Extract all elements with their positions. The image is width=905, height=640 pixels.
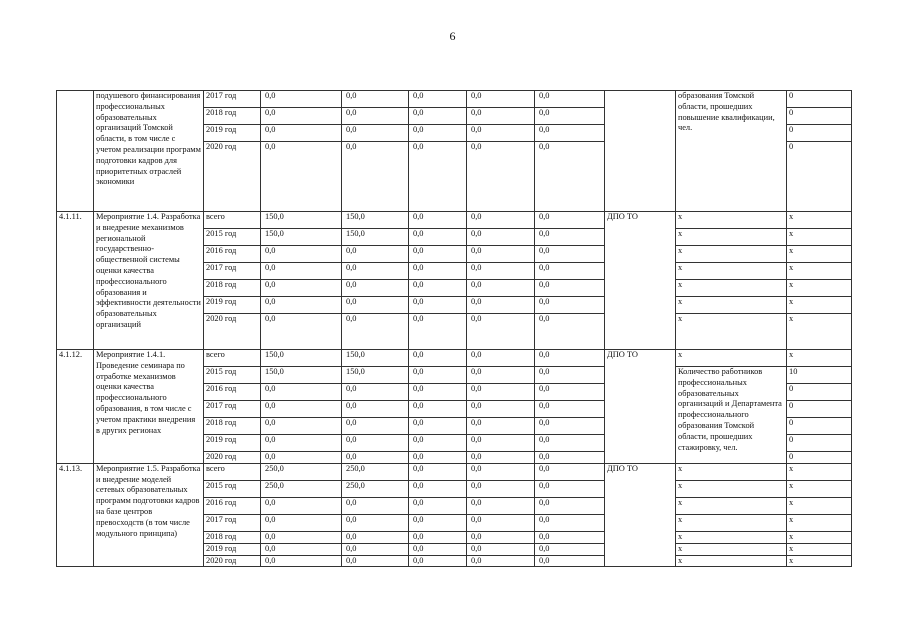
local-funding-cell: 0,0 [467, 384, 535, 401]
executor-cell [605, 91, 676, 212]
total-funding-cell: 0,0 [261, 91, 342, 108]
indicator-cell: x [676, 229, 787, 246]
regional-funding-cell: 0,0 [409, 314, 467, 350]
period-cell: 2018 год [204, 418, 261, 435]
indicator-value-cell: x [787, 497, 852, 514]
indicator-cell: x [676, 543, 787, 555]
local-funding-cell: 0,0 [467, 91, 535, 108]
regional-funding-cell: 0,0 [409, 514, 467, 531]
federal-funding-cell: 0,0 [342, 297, 409, 314]
local-funding-cell: 0,0 [467, 297, 535, 314]
indicator-cell: Количество работников профессиональных образовательных организаций и Департамента профессионального образования Томской области, прошедших стажировку, чел. [676, 367, 787, 464]
other-funding-cell: 0,0 [535, 108, 605, 125]
regional-funding-cell: 0,0 [409, 384, 467, 401]
period-cell: 2015 год [204, 229, 261, 246]
federal-funding-cell: 250,0 [342, 480, 409, 497]
indicator-value-cell: x [787, 297, 852, 314]
regional-funding-cell: 0,0 [409, 452, 467, 464]
indicator-value-cell: 0 [787, 401, 852, 418]
local-funding-cell: 0,0 [467, 418, 535, 435]
regional-funding-cell: 0,0 [409, 91, 467, 108]
indicator-value-cell: x [787, 514, 852, 531]
total-funding-cell: 0,0 [261, 280, 342, 297]
regional-funding-cell: 0,0 [409, 280, 467, 297]
period-cell: 2015 год [204, 367, 261, 384]
local-funding-cell: 0,0 [467, 125, 535, 142]
period-cell: 2017 год [204, 263, 261, 280]
activity-code-cell [57, 91, 94, 212]
federal-funding-cell: 0,0 [342, 384, 409, 401]
local-funding-cell: 0,0 [467, 367, 535, 384]
total-funding-cell: 0,0 [261, 555, 342, 567]
activity-code-cell: 4.1.11. [57, 212, 94, 350]
period-cell: 2017 год [204, 514, 261, 531]
activity-code-cell: 4.1.12. [57, 350, 94, 464]
table-row [57, 91, 852, 108]
indicator-value-cell: x [787, 263, 852, 280]
total-funding-cell: 0,0 [261, 297, 342, 314]
indicator-value-cell: x [787, 314, 852, 350]
total-funding-cell: 150,0 [261, 212, 342, 229]
local-funding-cell: 0,0 [467, 212, 535, 229]
period-cell: 2019 год [204, 125, 261, 142]
regional-funding-cell: 0,0 [409, 497, 467, 514]
table-row [57, 463, 852, 480]
federal-funding-cell: 0,0 [342, 280, 409, 297]
period-cell: 2016 год [204, 246, 261, 263]
indicator-cell: x [676, 497, 787, 514]
regional-funding-cell: 0,0 [409, 543, 467, 555]
other-funding-cell: 0,0 [535, 435, 605, 452]
total-funding-cell: 0,0 [261, 543, 342, 555]
local-funding-cell: 0,0 [467, 555, 535, 567]
other-funding-cell: 0,0 [535, 531, 605, 543]
period-cell: 2016 год [204, 497, 261, 514]
other-funding-cell: 0,0 [535, 280, 605, 297]
other-funding-cell: 0,0 [535, 350, 605, 367]
other-funding-cell: 0,0 [535, 91, 605, 108]
indicator-value-cell: 0 [787, 108, 852, 125]
other-funding-cell: 0,0 [535, 297, 605, 314]
indicator-value-cell: 0 [787, 142, 852, 212]
indicator-cell: x [676, 297, 787, 314]
other-funding-cell: 0,0 [535, 367, 605, 384]
table-row [57, 212, 852, 229]
regional-funding-cell: 0,0 [409, 263, 467, 280]
period-cell: 2020 год [204, 314, 261, 350]
local-funding-cell: 0,0 [467, 401, 535, 418]
local-funding-cell: 0,0 [467, 497, 535, 514]
federal-funding-cell: 0,0 [342, 91, 409, 108]
federal-funding-cell: 0,0 [342, 497, 409, 514]
total-funding-cell: 150,0 [261, 367, 342, 384]
regional-funding-cell: 0,0 [409, 401, 467, 418]
indicator-value-cell: x [787, 531, 852, 543]
other-funding-cell: 0,0 [535, 452, 605, 464]
indicator-value-cell: 0 [787, 435, 852, 452]
local-funding-cell: 0,0 [467, 531, 535, 543]
period-cell: 2017 год [204, 91, 261, 108]
federal-funding-cell: 0,0 [342, 314, 409, 350]
total-funding-cell: 0,0 [261, 108, 342, 125]
period-cell: 2019 год [204, 543, 261, 555]
indicator-value-cell: 10 [787, 367, 852, 384]
period-cell: 2018 год [204, 531, 261, 543]
period-cell: всего [204, 212, 261, 229]
local-funding-cell: 0,0 [467, 142, 535, 212]
total-funding-cell: 250,0 [261, 480, 342, 497]
other-funding-cell: 0,0 [535, 543, 605, 555]
period-cell: 2020 год [204, 452, 261, 464]
activity-description-cell: Мероприятие 1.4. Разработка и внедрение механизмов региональной государственно-общественной системы оценки качества профессионального образования и эффективности деятельности образовательных организаций [94, 212, 204, 350]
indicator-cell: x [676, 314, 787, 350]
indicator-value-cell: x [787, 246, 852, 263]
local-funding-cell: 0,0 [467, 280, 535, 297]
total-funding-cell: 250,0 [261, 463, 342, 480]
federal-funding-cell: 0,0 [342, 514, 409, 531]
local-funding-cell: 0,0 [467, 314, 535, 350]
indicator-value-cell: x [787, 480, 852, 497]
local-funding-cell: 0,0 [467, 452, 535, 464]
other-funding-cell: 0,0 [535, 555, 605, 567]
regional-funding-cell: 0,0 [409, 108, 467, 125]
regional-funding-cell: 0,0 [409, 142, 467, 212]
indicator-cell: x [676, 463, 787, 480]
period-cell: 2018 год [204, 108, 261, 125]
indicator-value-cell: 0 [787, 452, 852, 464]
executor-cell: ДПО ТО [605, 350, 676, 464]
federal-funding-cell: 0,0 [342, 263, 409, 280]
period-cell: всего [204, 350, 261, 367]
executor-cell: ДПО ТО [605, 463, 676, 567]
regional-funding-cell: 0,0 [409, 297, 467, 314]
total-funding-cell: 150,0 [261, 350, 342, 367]
period-cell: 2019 год [204, 435, 261, 452]
indicator-value-cell: 0 [787, 125, 852, 142]
total-funding-cell: 0,0 [261, 452, 342, 464]
regional-funding-cell: 0,0 [409, 531, 467, 543]
total-funding-cell: 0,0 [261, 246, 342, 263]
federal-funding-cell: 0,0 [342, 142, 409, 212]
regional-funding-cell: 0,0 [409, 212, 467, 229]
local-funding-cell: 0,0 [467, 263, 535, 280]
program-activities-table [56, 90, 852, 567]
local-funding-cell: 0,0 [467, 435, 535, 452]
federal-funding-cell: 150,0 [342, 212, 409, 229]
regional-funding-cell: 0,0 [409, 367, 467, 384]
activity-description-cell: Мероприятие 1.4.1. Проведение семинара по отработке механизмов оценки качества профессионального образования, в том числе с учетом практики внедрения в других регионах [94, 350, 204, 464]
activity-description-cell: подушевого финансирования профессиональных образовательных организаций Томской области, в том числе с учетом реализации программ подготовки кадров для приоритетных отраслей экономики [94, 91, 204, 212]
federal-funding-cell: 150,0 [342, 350, 409, 367]
other-funding-cell: 0,0 [535, 212, 605, 229]
period-cell: 2019 год [204, 297, 261, 314]
local-funding-cell: 0,0 [467, 480, 535, 497]
other-funding-cell: 0,0 [535, 246, 605, 263]
total-funding-cell: 0,0 [261, 314, 342, 350]
regional-funding-cell: 0,0 [409, 435, 467, 452]
regional-funding-cell: 0,0 [409, 229, 467, 246]
regional-funding-cell: 0,0 [409, 480, 467, 497]
local-funding-cell: 0,0 [467, 246, 535, 263]
other-funding-cell: 0,0 [535, 497, 605, 514]
period-cell: 2020 год [204, 555, 261, 567]
indicator-value-cell: 0 [787, 384, 852, 401]
period-cell: 2018 год [204, 280, 261, 297]
period-cell: 2017 год [204, 401, 261, 418]
page-number: 6 [449, 29, 456, 43]
activity-description-cell: Мероприятие 1.5. Разработка и внедрение моделей сетевых образовательных программ подготовки кадров на базе центров превосходств (в том числе модульного принципа) [94, 463, 204, 567]
other-funding-cell: 0,0 [535, 480, 605, 497]
other-funding-cell: 0,0 [535, 463, 605, 480]
indicator-value-cell: x [787, 543, 852, 555]
federal-funding-cell: 0,0 [342, 543, 409, 555]
federal-funding-cell: 0,0 [342, 435, 409, 452]
indicator-value-cell: 0 [787, 91, 852, 108]
indicator-cell: x [676, 480, 787, 497]
federal-funding-cell: 0,0 [342, 108, 409, 125]
period-cell: всего [204, 463, 261, 480]
indicator-value-cell: x [787, 463, 852, 480]
total-funding-cell: 0,0 [261, 435, 342, 452]
other-funding-cell: 0,0 [535, 125, 605, 142]
total-funding-cell: 0,0 [261, 401, 342, 418]
regional-funding-cell: 0,0 [409, 463, 467, 480]
federal-funding-cell: 0,0 [342, 418, 409, 435]
table-row [57, 350, 852, 367]
indicator-cell: x [676, 212, 787, 229]
local-funding-cell: 0,0 [467, 543, 535, 555]
indicator-cell: x [676, 280, 787, 297]
other-funding-cell: 0,0 [535, 384, 605, 401]
indicator-cell: x [676, 246, 787, 263]
other-funding-cell: 0,0 [535, 401, 605, 418]
local-funding-cell: 0,0 [467, 350, 535, 367]
other-funding-cell: 0,0 [535, 229, 605, 246]
indicator-value-cell: x [787, 212, 852, 229]
activity-code-cell: 4.1.13. [57, 463, 94, 567]
period-cell: 2016 год [204, 384, 261, 401]
other-funding-cell: 0,0 [535, 142, 605, 212]
indicator-cell: x [676, 555, 787, 567]
other-funding-cell: 0,0 [535, 263, 605, 280]
local-funding-cell: 0,0 [467, 108, 535, 125]
total-funding-cell: 0,0 [261, 263, 342, 280]
total-funding-cell: 0,0 [261, 384, 342, 401]
total-funding-cell: 150,0 [261, 229, 342, 246]
executor-cell: ДПО ТО [605, 212, 676, 350]
local-funding-cell: 0,0 [467, 229, 535, 246]
federal-funding-cell: 150,0 [342, 229, 409, 246]
federal-funding-cell: 0,0 [342, 401, 409, 418]
federal-funding-cell: 0,0 [342, 452, 409, 464]
indicator-value-cell: x [787, 280, 852, 297]
other-funding-cell: 0,0 [535, 314, 605, 350]
indicator-cell: x [676, 531, 787, 543]
federal-funding-cell: 0,0 [342, 246, 409, 263]
indicator-cell: x [676, 350, 787, 367]
total-funding-cell: 0,0 [261, 531, 342, 543]
regional-funding-cell: 0,0 [409, 125, 467, 142]
indicator-value-cell: 0 [787, 418, 852, 435]
indicator-value-cell: x [787, 229, 852, 246]
regional-funding-cell: 0,0 [409, 555, 467, 567]
total-funding-cell: 0,0 [261, 497, 342, 514]
total-funding-cell: 0,0 [261, 514, 342, 531]
indicator-cell: x [676, 514, 787, 531]
indicator-cell: образования Томской области, прошедших повышение квалификации, чел. [676, 91, 787, 212]
period-cell: 2020 год [204, 142, 261, 212]
other-funding-cell: 0,0 [535, 418, 605, 435]
indicator-value-cell: x [787, 555, 852, 567]
local-funding-cell: 0,0 [467, 463, 535, 480]
federal-funding-cell: 0,0 [342, 555, 409, 567]
regional-funding-cell: 0,0 [409, 418, 467, 435]
indicator-cell: x [676, 263, 787, 280]
other-funding-cell: 0,0 [535, 514, 605, 531]
regional-funding-cell: 0,0 [409, 246, 467, 263]
total-funding-cell: 0,0 [261, 142, 342, 212]
total-funding-cell: 0,0 [261, 125, 342, 142]
period-cell: 2015 год [204, 480, 261, 497]
total-funding-cell: 0,0 [261, 418, 342, 435]
federal-funding-cell: 0,0 [342, 531, 409, 543]
regional-funding-cell: 0,0 [409, 350, 467, 367]
federal-funding-cell: 250,0 [342, 463, 409, 480]
local-funding-cell: 0,0 [467, 514, 535, 531]
federal-funding-cell: 150,0 [342, 367, 409, 384]
indicator-value-cell: x [787, 350, 852, 367]
federal-funding-cell: 0,0 [342, 125, 409, 142]
